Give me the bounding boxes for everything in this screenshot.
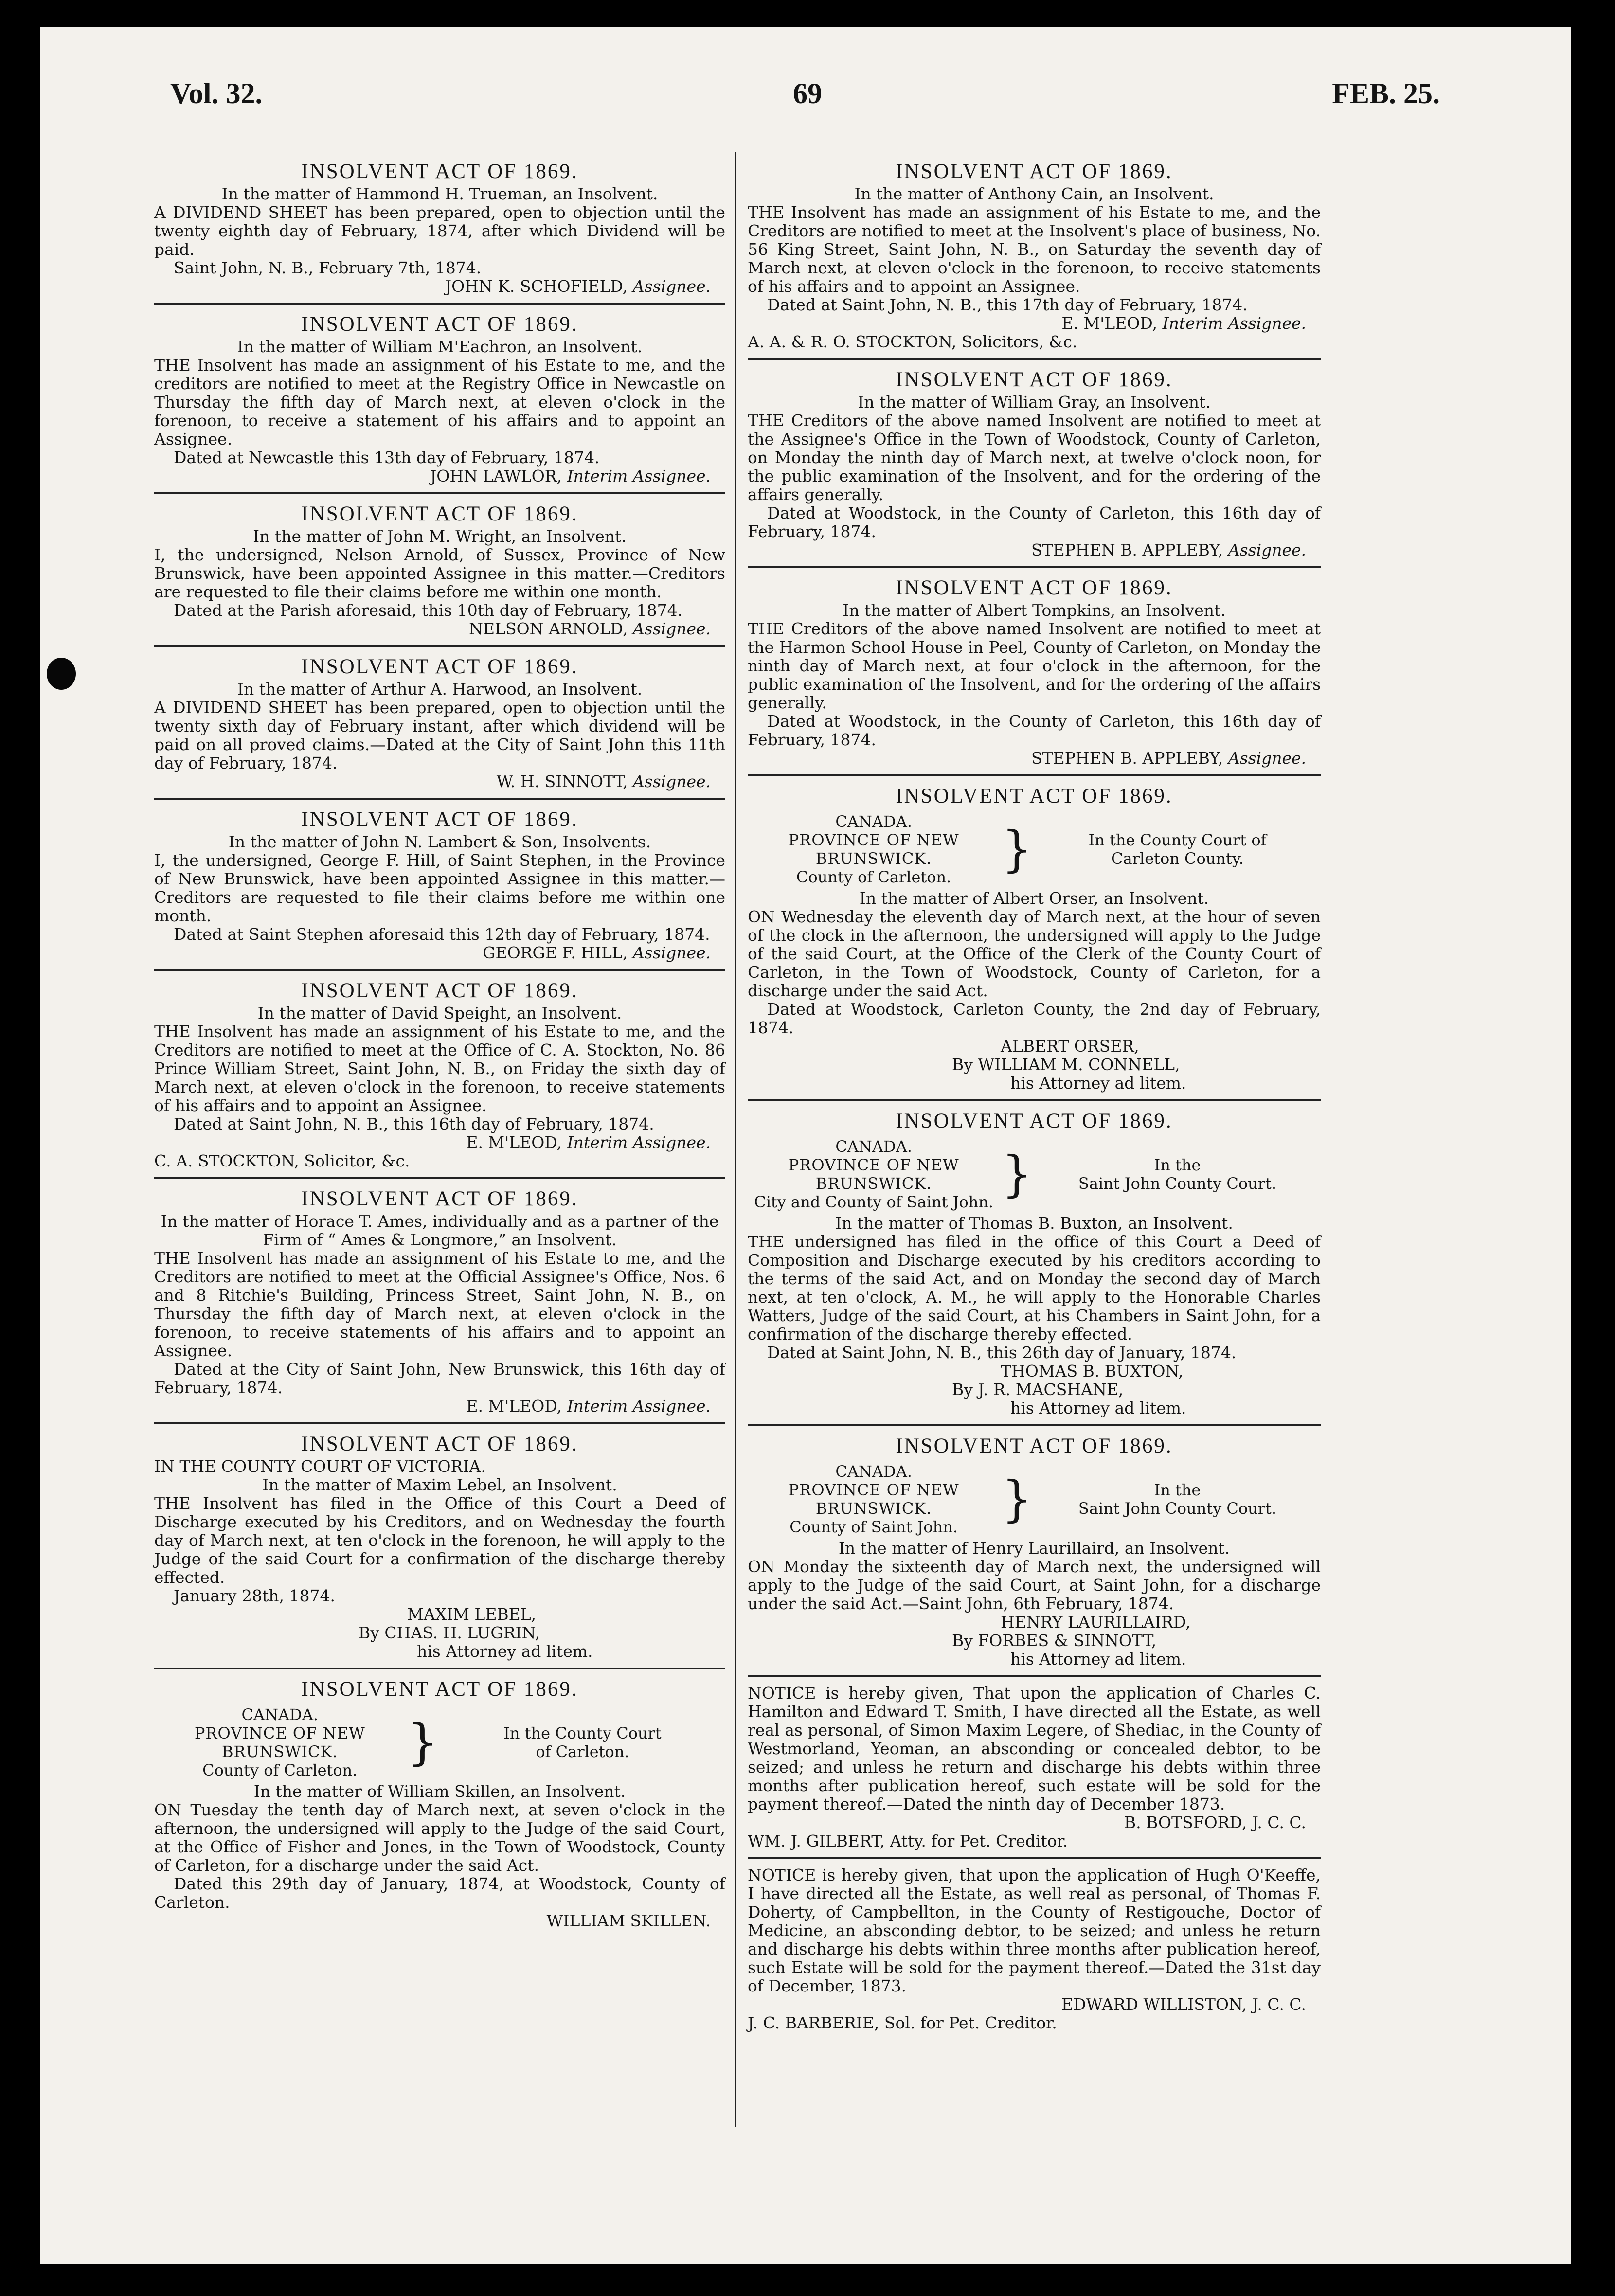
notice-text: A DIVIDEND SHEET has been prepared, open to objection until the twenty sixth day of February instant, after which dividend will be paid on all proved claims.—Dated at the City of Saint John this 11th day of February, 1874. bbox=[154, 698, 725, 772]
signatory-role: Interim Assignee. bbox=[567, 1397, 711, 1416]
notice-title: INSOLVENT ACT OF 1869. bbox=[301, 655, 578, 678]
signatory-name: E. M'LEOD, bbox=[1061, 314, 1158, 333]
notice-text: THE Insolvent has made an assignment of his Estate to me, and the creditors are notified to meet at the Registry Office in Newcastle on Thursday the fifth day of March next, at eleven o'clock in the forenoon, to receive a statement of his affairs and to appoint an Assignee. bbox=[154, 356, 725, 448]
signature bbox=[748, 749, 1321, 768]
notice bbox=[154, 305, 725, 494]
notice-title: INSOLVENT ACT OF 1869. bbox=[301, 1678, 578, 1701]
signature bbox=[154, 772, 725, 791]
notice bbox=[154, 971, 725, 1179]
notice-text: Dated at Saint John, N. B., this 17th day of February, 1874. bbox=[767, 295, 1248, 314]
court-province-line: PROVINCE OF NEW BRUNSWICK. bbox=[788, 1481, 959, 1518]
court-province-line: CANADA. bbox=[835, 1462, 912, 1481]
court-name bbox=[1034, 1156, 1321, 1193]
notice-title: INSOLVENT ACT OF 1869. bbox=[301, 1433, 578, 1455]
notice-title: INSOLVENT ACT OF 1869. bbox=[301, 808, 578, 831]
signatory-role: Assignee. bbox=[632, 943, 711, 962]
court-province-line: CANADA. bbox=[835, 812, 912, 831]
signature-line: his Attorney ad litem. bbox=[417, 1642, 593, 1661]
signature-line: his Attorney ad litem. bbox=[1010, 1399, 1186, 1417]
right-column bbox=[748, 152, 1321, 2039]
signature-line: his Attorney ad litem. bbox=[1010, 1074, 1186, 1093]
notice-text: In the matter of Horace T. Ames, individually and as a partner of the Firm of “ Ames & Longmore,” an Insolvent. bbox=[161, 1212, 719, 1249]
notice-text: In the matter of Albert Orser, an Insolvent. bbox=[859, 889, 1209, 908]
signature bbox=[154, 1397, 725, 1416]
notice bbox=[748, 776, 1321, 1101]
signatory-name: NELSON ARNOLD, bbox=[469, 619, 628, 638]
left-column bbox=[154, 152, 725, 1937]
signature bbox=[748, 1813, 1321, 1832]
notice-title: INSOLVENT ACT OF 1869. bbox=[301, 313, 578, 336]
signatory-role: Interim Assignee. bbox=[1162, 314, 1306, 333]
signature bbox=[748, 314, 1321, 333]
signatory-name: GEORGE F. HILL, bbox=[483, 943, 628, 962]
notice bbox=[154, 647, 725, 800]
signature bbox=[154, 1912, 725, 1930]
court-heading bbox=[748, 1462, 1321, 1536]
notice-text: I, the undersigned, Nelson Arnold, of Sussex, Province of New Brunswick, have been appointed Assignee in this matter.—Creditors are requested to file their claims before me within one month. bbox=[154, 545, 725, 601]
signature-line: his Attorney ad litem. bbox=[1010, 1650, 1186, 1668]
notice bbox=[154, 800, 725, 971]
court-name bbox=[1034, 1481, 1321, 1518]
notice-text: I, the undersigned, George F. Hill, of Saint Stephen, in the Province of New Brunswick, have been appointed Assignee in this matter.—Creditors are requested to file their claims before me within one month. bbox=[154, 851, 725, 925]
notice-text: Dated at Woodstock, Carleton County, the 2nd day of February, 1874. bbox=[748, 1000, 1321, 1037]
notice bbox=[154, 1669, 725, 1937]
notice-text: Saint John, N. B., February 7th, 1874. bbox=[174, 258, 482, 277]
signature-line: THOMAS B. BUXTON, bbox=[1001, 1362, 1184, 1381]
signatory-name: EDWARD WILLISTON, J. C. C. bbox=[1061, 1995, 1306, 2014]
court-province bbox=[154, 1705, 406, 1779]
notice-text: Dated at Woodstock, in the County of Carleton, this 16th day of February, 1874. bbox=[748, 503, 1321, 541]
notice-text: Dated at the City of Saint John, New Brunswick, this 16th day of February, 1874. bbox=[154, 1360, 725, 1397]
court-province bbox=[748, 1462, 1000, 1536]
notice-text: THE Insolvent has made an assignment of his Estate to me, and the Creditors are notified to meet at the Official Assignee's Office, Nos. 6 and 8 Ritchie's Building, Princess Street, Saint John, N. B., on Thursday the fifth day of March next, at eleven o'clock in the forenoon, to receive statements of his affairs and to appoint an Assignee. bbox=[154, 1249, 725, 1360]
court-name-line: of Carleton. bbox=[536, 1742, 629, 1761]
notice-text: In the matter of Arthur A. Harwood, an Insolvent. bbox=[237, 680, 643, 699]
notice bbox=[748, 1677, 1321, 1859]
signature bbox=[748, 1995, 1321, 2014]
solicitor-line: A. A. & R. O. STOCKTON, Solicitors, &c. bbox=[748, 332, 1077, 351]
court-name bbox=[1034, 831, 1321, 868]
court-province bbox=[748, 812, 1000, 886]
court-province-line: City and County of Saint John. bbox=[754, 1193, 994, 1211]
court-province bbox=[748, 1137, 1000, 1211]
punch-hole bbox=[47, 658, 76, 690]
signatory-name: STEPHEN B. APPLEBY, bbox=[1031, 749, 1223, 768]
notice bbox=[748, 1426, 1321, 1677]
notice-text: In the matter of John M. Wright, an Insolvent. bbox=[253, 527, 627, 546]
notice bbox=[748, 568, 1321, 776]
notice-title: INSOLVENT ACT OF 1869. bbox=[301, 160, 578, 183]
notice-title: INSOLVENT ACT OF 1869. bbox=[301, 979, 578, 1002]
court-province-line: County of Carleton. bbox=[796, 868, 951, 886]
notice-text: ON Tuesday the tenth day of March next, at seven o'clock in the afternoon, the undersigned will apply to the Judge of the said Court, at the Office of Fisher and Jones, in the Town of Woodstock, County of Carleton, for a discharge under the said Act. bbox=[154, 1800, 725, 1875]
issue-date: FEB. 25. bbox=[1332, 77, 1440, 109]
court-name-line: In the County Court of bbox=[1088, 831, 1267, 849]
notice-text: Dated at Woodstock, in the County of Carleton, this 16th day of February, 1874. bbox=[748, 712, 1321, 749]
notice bbox=[748, 152, 1321, 360]
notice bbox=[154, 494, 725, 647]
signatory-name: STEPHEN B. APPLEBY, bbox=[1031, 540, 1223, 559]
court-name bbox=[440, 1724, 725, 1761]
signature bbox=[154, 1133, 725, 1152]
notice bbox=[748, 360, 1321, 568]
notice-text: In the matter of Henry Laurillaird, an Insolvent. bbox=[838, 1539, 1230, 1558]
signatory-role: Interim Assignee. bbox=[567, 1133, 711, 1152]
court-province-line: CANADA. bbox=[241, 1705, 319, 1724]
notice-text: Dated at Newcastle this 13th day of February, 1874. bbox=[174, 448, 600, 467]
signatory-name: W. H. SINNOTT, bbox=[496, 772, 628, 791]
notice-title: INSOLVENT ACT OF 1869. bbox=[896, 368, 1173, 391]
solicitor-line: C. A. STOCKTON, Solicitor, &c. bbox=[154, 1151, 410, 1170]
court-name-line: Saint John County Court. bbox=[1078, 1499, 1277, 1518]
notice-text: NOTICE is hereby given, That upon the application of Charles C. Hamilton and Edward T. Smith, I have directed all the Estate, as well real as personal, of Simon Maxim Legere, of Shediac, in the County of Westmorland, Yeoman, an absconding or concealed debtor, to be seized; and unless he return and discharge his debts within three months after publication hereof, such estate will be sold for the payment thereof.—Dated the ninth day of December 1873. bbox=[748, 1684, 1321, 1813]
brace: } bbox=[1001, 1471, 1033, 1527]
notice bbox=[748, 1859, 1321, 2039]
notice-text: In the matter of William Skillen, an Insolvent. bbox=[253, 1782, 626, 1801]
court-name-line: In the bbox=[1154, 1156, 1201, 1174]
notice-text: Dated at Saint John, N. B., this 26th day of January, 1874. bbox=[767, 1343, 1237, 1362]
notice bbox=[154, 1424, 725, 1669]
solicitor-line: WM. J. GILBERT, Atty. for Pet. Creditor. bbox=[748, 1831, 1068, 1850]
notice-text: THE Insolvent has filed in the Office of this Court a Deed of Discharge executed by his Creditors, and on Wednesday the fourth day of March next, at ten o'clock in the forenoon, he will apply to the Judge of the said Court for a confirmation of the discharge thereby effected. bbox=[154, 1494, 725, 1587]
signatory-role: Assignee. bbox=[1228, 540, 1306, 559]
notice-text: THE Insolvent has made an assignment of his Estate to me, and the Creditors are notified to meet at the Insolvent's place of business, No. 56 King Street, Saint John, N. B., on Saturday the seventh day of March next, at eleven o'clock in the forenoon, to receive statements of his affairs and to appoint an Assignee. bbox=[748, 203, 1321, 296]
notice-text: THE Creditors of the above named Insolvent are notified to meet at the Harmon School House in Peel, County of Carleton, on Monday the ninth day of March next, at four o'clock in the afternoon, for the public examination of the Insolvent, and for the ordering of the affairs generally. bbox=[748, 619, 1321, 712]
signature-line: ALBERT ORSER, bbox=[1001, 1037, 1139, 1056]
signatory-name: E. M'LEOD, bbox=[466, 1397, 562, 1416]
court-province-line: County of Carleton. bbox=[202, 1761, 358, 1779]
notice-title: INSOLVENT ACT OF 1869. bbox=[301, 1187, 578, 1210]
signatory-name: WILLIAM SKILLEN. bbox=[546, 1911, 711, 1930]
signatory-role: Assignee. bbox=[632, 772, 711, 791]
notice-text: THE Creditors of the above named Insolvent are notified to meet at the Assignee's Office in the Town of Woodstock, County of Carleton, on Monday the ninth day of March next, at twelve o'clock noon, for the public examination of the Insolvent, and for the ordering of the affairs generally. bbox=[748, 411, 1321, 504]
notice-text: IN THE COUNTY COURT OF VICTORIA. bbox=[154, 1457, 486, 1476]
signature-line: MAXIM LEBEL, bbox=[407, 1605, 537, 1624]
notice-text: In the matter of Thomas B. Buxton, an Insolvent. bbox=[835, 1214, 1233, 1233]
brace: } bbox=[1001, 821, 1033, 878]
notice-text: In the matter of John N. Lambert & Son, Insolvents. bbox=[228, 832, 651, 851]
notice-title: INSOLVENT ACT OF 1869. bbox=[301, 502, 578, 525]
notice-title: INSOLVENT ACT OF 1869. bbox=[896, 576, 1173, 599]
court-name-line: In the County Court bbox=[503, 1724, 662, 1742]
notice-title: INSOLVENT ACT OF 1869. bbox=[896, 160, 1173, 183]
court-name-line: Carleton County. bbox=[1111, 849, 1244, 868]
notice-text: A DIVIDEND SHEET has been prepared, open to objection until the twenty eighth day of February, 1874, after which Dividend will be paid. bbox=[154, 203, 725, 259]
notice-text: In the matter of Hammond H. Trueman, an Insolvent. bbox=[221, 184, 658, 203]
notice bbox=[154, 152, 725, 305]
volume-number: Vol. 32. bbox=[170, 77, 263, 109]
signature-line: By WILLIAM M. CONNELL, bbox=[952, 1055, 1180, 1074]
notice-text: In the matter of William M'Eachron, an Insolvent. bbox=[237, 337, 643, 356]
court-province-line: County of Saint John. bbox=[790, 1518, 958, 1536]
notice-text: Dated at the Parish aforesaid, this 10th day of February, 1874. bbox=[174, 601, 683, 620]
signature bbox=[154, 944, 725, 962]
notice-text: ON Monday the sixteenth day of March next, the undersigned will apply to the Judge of the said Court, at Saint John, for a discharge under the said Act.—Saint John, 6th February, 1874. bbox=[748, 1557, 1321, 1613]
court-heading bbox=[748, 1137, 1321, 1211]
brace: } bbox=[407, 1714, 438, 1771]
signatory-role: Assignee. bbox=[1228, 749, 1306, 768]
court-province-line: PROVINCE OF NEW BRUNSWICK. bbox=[788, 831, 959, 868]
notice-text: Dated at Saint John, N. B., this 16th day of February, 1874. bbox=[174, 1114, 654, 1133]
court-province-line: PROVINCE OF NEW BRUNSWICK. bbox=[788, 1156, 959, 1193]
signature bbox=[154, 277, 725, 296]
notice-text: In the matter of Albert Tompkins, an Insolvent. bbox=[843, 601, 1226, 620]
solicitor-line: J. C. BARBERIE, Sol. for Pet. Creditor. bbox=[748, 2013, 1057, 2032]
signatory-role: Assignee. bbox=[632, 619, 711, 638]
signatory-name: JOHN LAWLOR, bbox=[430, 466, 562, 485]
notice-title: INSOLVENT ACT OF 1869. bbox=[896, 1110, 1173, 1132]
notice-text: THE undersigned has filed in the office of this Court a Deed of Composition and Discharge executed by his creditors according to the terms of the said Act, and on Monday the second day of March next, at ten o'clock, A. M., he will apply to the Honorable Charles Watters, Judge of the said Court, at his Chambers in Saint John, for a confirmation of the discharge thereby effected. bbox=[748, 1232, 1321, 1344]
notice-title: INSOLVENT ACT OF 1869. bbox=[896, 785, 1173, 807]
signatory-name: JOHN K. SCHOFIELD, bbox=[445, 277, 628, 296]
signature bbox=[154, 467, 725, 485]
notice-text: NOTICE is hereby given, that upon the application of Hugh O'Keeffe, I have directed all the Estate, as well real as personal, of Thomas F. Doherty, of Campbellton, in the County of Restigouche, Doctor of Medicine, an absconding debtor, to be seized; and unless he return and discharge his debts within three months after publication hereof, such Estate will be sold for the payment thereof.—Dated the 31st day of December, 1873. bbox=[748, 1866, 1321, 1995]
court-province-line: CANADA. bbox=[835, 1137, 912, 1156]
signatory-name: B. BOTSFORD, J. C. C. bbox=[1124, 1813, 1306, 1832]
notice-text: Dated at Saint Stephen aforesaid this 12th day of February, 1874. bbox=[174, 925, 710, 944]
signature-line: By J. R. MACSHANE, bbox=[952, 1380, 1124, 1399]
court-name-line: Saint John County Court. bbox=[1078, 1174, 1277, 1193]
notice-text: In the matter of William Gray, an Insolvent. bbox=[858, 393, 1211, 412]
notice-text: In the matter of Anthony Cain, an Insolvent. bbox=[854, 184, 1214, 203]
signatory-role: Interim Assignee. bbox=[567, 466, 711, 485]
notice-text: January 28th, 1874. bbox=[174, 1586, 335, 1605]
court-province-line: PROVINCE OF NEW BRUNSWICK. bbox=[194, 1724, 365, 1761]
notice bbox=[748, 1101, 1321, 1426]
page-number: 69 bbox=[793, 77, 822, 109]
court-heading bbox=[154, 1705, 725, 1779]
signature bbox=[154, 620, 725, 638]
court-heading bbox=[748, 812, 1321, 886]
signature bbox=[748, 541, 1321, 559]
notice-text: ON Wednesday the eleventh day of March next, at the hour of seven of the clock in the afternoon, the undersigned will apply to the Judge of the said Court, at the Office of the Clerk of the County Court of Carleton, in the Town of Woodstock, County of Carleton, for a discharge under the said Act. bbox=[748, 907, 1321, 1000]
notice-text: In the matter of Maxim Lebel, an Insolvent. bbox=[262, 1475, 617, 1494]
notice bbox=[154, 1179, 725, 1424]
signature-line: By FORBES & SINNOTT, bbox=[952, 1631, 1157, 1650]
brace: } bbox=[1001, 1146, 1033, 1202]
column-divider bbox=[735, 152, 736, 2127]
signature-line: By CHAS. H. LUGRIN, bbox=[359, 1623, 540, 1642]
page-header bbox=[146, 77, 1469, 140]
notice-title: INSOLVENT ACT OF 1869. bbox=[896, 1435, 1173, 1457]
signature-line: HENRY LAURILLAIRD, bbox=[1001, 1613, 1191, 1632]
notice-text: In the matter of David Speight, an Insolvent. bbox=[257, 1004, 622, 1022]
notice-text: THE Insolvent has made an assignment of his Estate to me, and the Creditors are notified to meet at the Office of C. A. Stockton, No. 86 Prince William Street, Saint John, N. B., on Friday the sixth day of March next, at eleven o'clock in the forenoon, to receive statements of his affairs and to appoint an Assignee. bbox=[154, 1022, 725, 1115]
signatory-name: E. M'LEOD, bbox=[466, 1133, 562, 1152]
court-name-line: In the bbox=[1154, 1481, 1201, 1499]
signatory-role: Assignee. bbox=[632, 277, 711, 296]
notice-text: Dated this 29th day of January, 1874, at Woodstock, County of Carleton. bbox=[154, 1874, 725, 1912]
